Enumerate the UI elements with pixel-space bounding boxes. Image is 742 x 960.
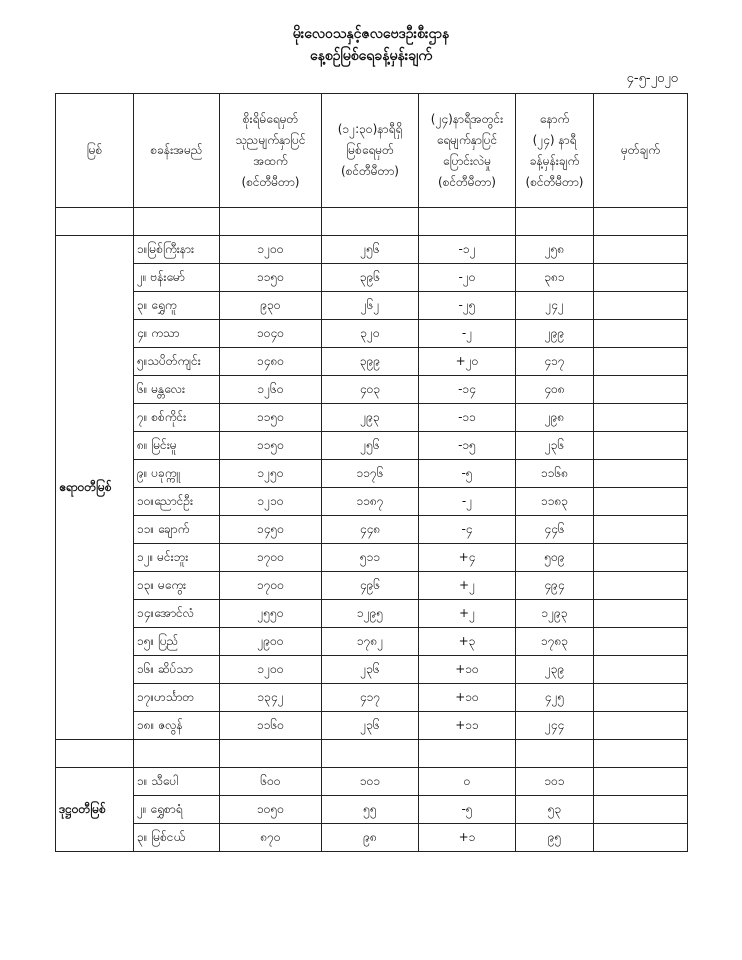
river-name-cell: ဧရာဝတီမြစ်	[56, 236, 134, 740]
header-remarks: မှတ်ချက်	[594, 94, 688, 208]
forecast-cell: ၄၂၅	[516, 684, 594, 712]
forecast-cell: ၁၀၁	[516, 768, 594, 796]
station-name-cell: ၁၀။ညောင်ဦး	[134, 488, 220, 516]
danger-level-cell: ၁၇၀၀	[220, 572, 322, 600]
separator-cell	[516, 208, 594, 236]
station-name-cell: ၈။ မြင်းမူ	[134, 432, 220, 460]
danger-level-cell: ၁၂၀၀	[220, 656, 322, 684]
remarks-cell	[594, 796, 688, 824]
current-level-cell: ၁၀၁	[322, 768, 419, 796]
separator-cell	[220, 208, 322, 236]
current-level-cell: ၃၉၆	[322, 264, 419, 292]
station-name-cell: ၁၇။ဟင်္သာတ	[134, 684, 220, 712]
station-name-cell: ၅။သပိတ်ကျင်း	[134, 348, 220, 376]
separator-cell	[594, 740, 688, 768]
current-level-cell: ၄၁၇	[322, 684, 419, 712]
danger-level-cell: ၁၂၀၀	[220, 236, 322, 264]
separator-cell	[516, 740, 594, 768]
table-row	[56, 292, 688, 320]
change-cell: -၁၄	[419, 376, 516, 404]
forecast-cell: ၁၁၆၈	[516, 460, 594, 488]
table-row	[56, 320, 688, 348]
remarks-cell	[594, 376, 688, 404]
current-level-cell: ၃၂၀	[322, 320, 419, 348]
separator-cell	[419, 740, 516, 768]
forecast-cell: ၄၀၈	[516, 376, 594, 404]
station-name-cell: ၁၈။ ဇလွန်	[134, 712, 220, 740]
change-cell: -၅	[419, 796, 516, 824]
table-row	[56, 264, 688, 292]
station-name-cell: ၃။ မြစ်ငယ်	[134, 824, 220, 852]
change-cell: -၂၀	[419, 264, 516, 292]
table-row	[56, 684, 688, 712]
current-level-cell: ၉၈	[322, 824, 419, 852]
danger-level-cell: ၁၂၆၀	[220, 376, 322, 404]
remarks-cell	[594, 572, 688, 600]
remarks-cell	[594, 516, 688, 544]
danger-level-cell: ၂၅၅၀	[220, 600, 322, 628]
danger-level-cell: ၁၀၅၀	[220, 796, 322, 824]
change-cell: +၁၀	[419, 684, 516, 712]
group-separator	[56, 208, 688, 236]
forecast-cell: ၁၁၈၃	[516, 488, 594, 516]
forecast-cell: ၁၇၈၃	[516, 628, 594, 656]
forecast-cell: ၄၄၆	[516, 516, 594, 544]
danger-level-cell: ၈၇၀	[220, 824, 322, 852]
current-level-cell: ၅၁၁	[322, 544, 419, 572]
river-level-table	[55, 93, 688, 852]
danger-level-cell: ၁၂၅၀	[220, 460, 322, 488]
station-name-cell: ၆။ မန္တလေး	[134, 376, 220, 404]
current-level-cell: ၂၅၆	[322, 432, 419, 460]
table-row	[56, 600, 688, 628]
remarks-cell	[594, 684, 688, 712]
table-row	[56, 488, 688, 516]
table-row	[56, 236, 688, 264]
change-cell: +၃	[419, 628, 516, 656]
forecast-cell: ၃၈၁	[516, 264, 594, 292]
danger-level-cell: ၁၁၅၀	[220, 432, 322, 460]
danger-level-cell: ၁၀၄၀	[220, 320, 322, 348]
table-row	[56, 712, 688, 740]
forecast-cell: ၅၀၉	[516, 544, 594, 572]
separator-cell	[56, 208, 134, 236]
current-level-cell: ၁၁၈၇	[322, 488, 419, 516]
current-level-cell: ၂၃၆	[322, 656, 419, 684]
forecast-cell: ၂၃၆	[516, 432, 594, 460]
station-name-cell: ၄။ ကသာ	[134, 320, 220, 348]
current-level-cell: ၂၃၆	[322, 712, 419, 740]
table-row	[56, 376, 688, 404]
change-cell: -၂၅	[419, 292, 516, 320]
danger-level-cell: ၁၁၅၀	[220, 404, 322, 432]
forecast-cell: ၅၃	[516, 796, 594, 824]
station-name-cell: ၁၄။အောင်လံ	[134, 600, 220, 628]
separator-cell	[419, 208, 516, 236]
river-name-cell: ဒုဋ္ဌဝတီမြစ်	[56, 768, 134, 852]
station-name-cell: ၃။ ရွှေကူ	[134, 292, 220, 320]
station-name-cell: ၂။ ဗန်းမော်	[134, 264, 220, 292]
remarks-cell	[594, 404, 688, 432]
current-level-cell: ၃၉၉	[322, 348, 419, 376]
current-level-cell: ၂၅၆	[322, 236, 419, 264]
separator-cell	[220, 740, 322, 768]
separator-cell	[134, 208, 220, 236]
danger-level-cell: ၁၄၅၀	[220, 516, 322, 544]
remarks-cell	[594, 320, 688, 348]
table-body	[56, 208, 688, 852]
separator-cell	[322, 740, 419, 768]
header-danger-level: စိုးရိမ်ရေမှတ် သုညမျက်နှာပြင် အထက် (စင်တီမီတာ)	[220, 94, 322, 208]
table-row	[56, 544, 688, 572]
remarks-cell	[594, 656, 688, 684]
station-name-cell: ၁၆။ ဆိပ်သာ	[134, 656, 220, 684]
change-cell: -၅	[419, 460, 516, 488]
separator-cell	[322, 208, 419, 236]
table-row	[56, 796, 688, 824]
change-cell: -၁၂	[419, 236, 516, 264]
current-level-cell: ၄၄၈	[322, 516, 419, 544]
forecast-cell: ၂၉၈	[516, 404, 594, 432]
change-cell: +၁	[419, 824, 516, 852]
current-level-cell: ၁၁၇၆	[322, 460, 419, 488]
remarks-cell	[594, 292, 688, 320]
station-name-cell: ၂။ ရွှေစာရံ	[134, 796, 220, 824]
change-cell: -၄	[419, 516, 516, 544]
current-level-cell: ၁၂၉၅	[322, 600, 419, 628]
change-cell: +၂	[419, 600, 516, 628]
remarks-cell	[594, 768, 688, 796]
change-cell: ၀	[419, 768, 516, 796]
forecast-cell: ၂၉၉	[516, 320, 594, 348]
change-cell: +၂	[419, 572, 516, 600]
remarks-cell	[594, 488, 688, 516]
forecast-cell: ၂၄၄	[516, 712, 594, 740]
danger-level-cell: ၁၃၄၂	[220, 684, 322, 712]
header-forecast: နောက် (၂၄) နာရီ ခန့်မှန်းချက် (စင်တီမီတာ)	[516, 94, 594, 208]
table-row	[56, 656, 688, 684]
remarks-cell	[594, 824, 688, 852]
remarks-cell	[594, 432, 688, 460]
header-station: စခန်းအမည်	[134, 94, 220, 208]
remarks-cell	[594, 628, 688, 656]
current-level-cell: ၅၅	[322, 796, 419, 824]
table-row	[56, 432, 688, 460]
remarks-cell	[594, 460, 688, 488]
current-level-cell: ၂၉၃	[322, 404, 419, 432]
forecast-cell: ၂၃၉	[516, 656, 594, 684]
remarks-cell	[594, 348, 688, 376]
remarks-cell	[594, 600, 688, 628]
current-level-cell: ၂၆၂	[322, 292, 419, 320]
station-name-cell: ၁။ သီပေါ	[134, 768, 220, 796]
danger-level-cell: ၁၄၈၀	[220, 348, 322, 376]
danger-level-cell: ၉၃၀	[220, 292, 322, 320]
station-name-cell: ၁၅။ ပြည်	[134, 628, 220, 656]
remarks-cell	[594, 236, 688, 264]
header-current-level: (၁၂:၃၀)နာရီရှိ မြစ်ရေမှတ် (စင်တီမီတာ)	[322, 94, 419, 208]
danger-level-cell: ၁၇၀၀	[220, 544, 322, 572]
header-change-24h: (၂၄)နာရီအတွင်း ရေမျက်နှာပြင် ပြောင်းလဲမှု (စင်တီမီတာ)	[419, 94, 516, 208]
table-row	[56, 628, 688, 656]
danger-level-cell: ၁၁၅၀	[220, 264, 322, 292]
separator-cell	[594, 208, 688, 236]
danger-level-cell: ၁၂၁၀	[220, 488, 322, 516]
separator-cell	[134, 740, 220, 768]
remarks-cell	[594, 544, 688, 572]
report-date: ၄-၅-၂၀၂၀	[626, 71, 678, 86]
table-row	[56, 516, 688, 544]
group-separator	[56, 740, 688, 768]
danger-level-cell: ၆၀၀	[220, 768, 322, 796]
table-row	[56, 768, 688, 796]
table-row	[56, 348, 688, 376]
department-title: မိုးလေဝသနှင့်ဇလဗေဒဦးစီးဌာန	[292, 26, 450, 42]
separator-cell	[56, 740, 134, 768]
danger-level-cell: ၁၁၆၀	[220, 712, 322, 740]
report-title: နေ့စဉ်မြစ်ရေခန့်မှန်းချက်	[309, 48, 433, 64]
change-cell: +၁၀	[419, 656, 516, 684]
forecast-cell: ၂၅၈	[516, 236, 594, 264]
change-cell: -၂	[419, 320, 516, 348]
change-cell: -၂	[419, 488, 516, 516]
change-cell: +၄	[419, 544, 516, 572]
forecast-cell: ၉၅	[516, 824, 594, 852]
table-header-row	[56, 94, 688, 208]
forecast-cell: ၁၂၉၃	[516, 600, 594, 628]
station-name-cell: ၁၂။ မင်းဘူး	[134, 544, 220, 572]
change-cell: +၂၀	[419, 348, 516, 376]
forecast-cell: ၄၁၇	[516, 348, 594, 376]
table-row	[56, 572, 688, 600]
station-name-cell: ၇။ စစ်ကိုင်း	[134, 404, 220, 432]
forecast-cell: ၄၉၄	[516, 572, 594, 600]
forecast-cell: ၂၄၂	[516, 292, 594, 320]
current-level-cell: ၁၇၈၂	[322, 628, 419, 656]
remarks-cell	[594, 712, 688, 740]
change-cell: -၁၅	[419, 432, 516, 460]
station-name-cell: ၁။မြစ်ကြီးနား	[134, 236, 220, 264]
change-cell: -၁၁	[419, 404, 516, 432]
current-level-cell: ၄၉၆	[322, 572, 419, 600]
change-cell: +၁၁	[419, 712, 516, 740]
current-level-cell: ၄၀၃	[322, 376, 419, 404]
danger-level-cell: ၂၉၀၀	[220, 628, 322, 656]
remarks-cell	[594, 264, 688, 292]
table-row	[56, 460, 688, 488]
table-row	[56, 824, 688, 852]
station-name-cell: ၁၃။ မကွေး	[134, 572, 220, 600]
station-name-cell: ၉။ ပခုက္ကူ	[134, 460, 220, 488]
header-river: မြစ်	[56, 94, 134, 208]
station-name-cell: ၁၁။ ချောက်	[134, 516, 220, 544]
table-row	[56, 404, 688, 432]
